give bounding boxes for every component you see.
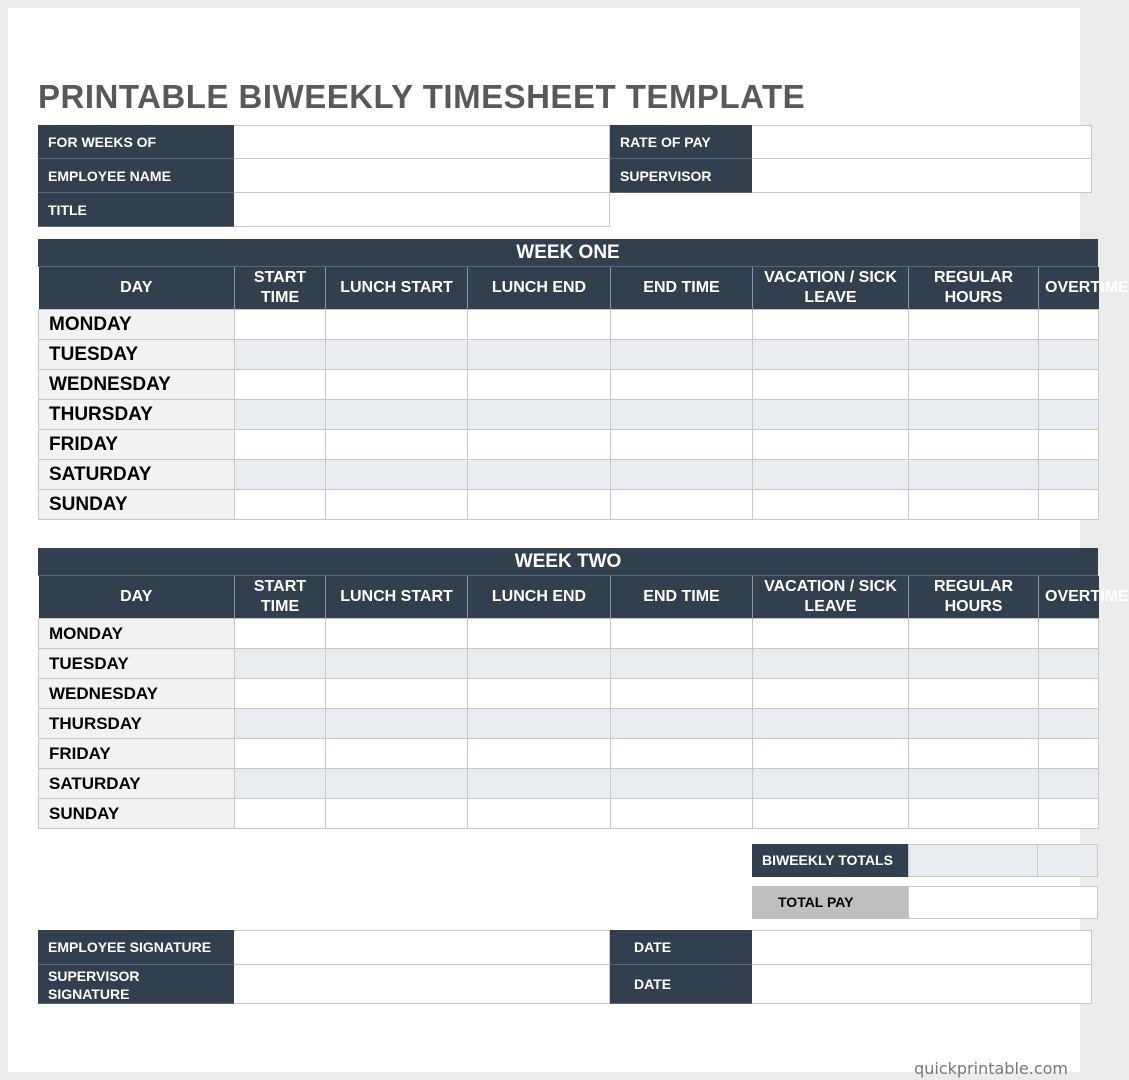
week-one-header-row	[39, 267, 1099, 310]
end-time-cell[interactable]	[611, 430, 753, 460]
regular-hours-cell[interactable]	[909, 799, 1039, 829]
lunch-end-cell[interactable]	[468, 739, 611, 769]
vacation-sick-leave-cell[interactable]	[753, 739, 909, 769]
vacation-sick-leave-cell[interactable]	[753, 490, 909, 520]
total-pay-label: TOTAL PAY	[752, 886, 908, 919]
timesheet-sheet	[8, 8, 1129, 1072]
start-time-cell[interactable]	[235, 799, 326, 829]
end-time-cell[interactable]	[611, 649, 753, 679]
day-label: THURSDAY	[39, 400, 235, 430]
week-two-row-friday	[39, 739, 1099, 769]
supervisor-field[interactable]	[752, 159, 1092, 193]
week-two-row-monday	[39, 619, 1099, 649]
col-day: DAY	[39, 576, 235, 619]
week-two-header-row	[39, 576, 1099, 619]
week-one-row-tuesday	[39, 340, 1099, 370]
start-time-cell[interactable]	[235, 310, 326, 340]
start-time-cell[interactable]	[235, 709, 326, 739]
col-regular-hours: REGULAR HOURS	[909, 267, 1039, 310]
regular-hours-cell[interactable]	[909, 490, 1039, 520]
lunch-start-cell[interactable]	[326, 679, 468, 709]
lunch-start-cell[interactable]	[326, 400, 468, 430]
col-end-time: END TIME	[611, 267, 753, 310]
overtime-cell[interactable]	[1039, 460, 1099, 490]
end-time-cell[interactable]	[611, 679, 753, 709]
start-time-cell[interactable]	[235, 649, 326, 679]
regular-hours-cell[interactable]	[909, 769, 1039, 799]
supervisor-date-field[interactable]	[752, 965, 1092, 1004]
vacation-sick-leave-cell[interactable]	[753, 679, 909, 709]
biweekly-totals-label: BIWEEKLY TOTALS	[752, 844, 908, 877]
lunch-end-cell[interactable]	[468, 709, 611, 739]
vacation-sick-leave-cell[interactable]	[753, 799, 909, 829]
day-label: TUESDAY	[39, 340, 235, 370]
overtime-cell[interactable]	[1039, 679, 1099, 709]
lunch-start-cell[interactable]	[326, 490, 468, 520]
end-time-cell[interactable]	[611, 340, 753, 370]
day-label: SUNDAY	[39, 799, 235, 829]
overtime-cell[interactable]	[1039, 400, 1099, 430]
day-label: SATURDAY	[39, 460, 235, 490]
overtime-cell[interactable]	[1039, 709, 1099, 739]
regular-hours-cell[interactable]	[909, 460, 1039, 490]
vacation-sick-leave-cell[interactable]	[753, 430, 909, 460]
end-time-cell[interactable]	[611, 310, 753, 340]
start-time-cell[interactable]	[235, 769, 326, 799]
overtime-cell[interactable]	[1039, 340, 1099, 370]
overtime-cell[interactable]	[1039, 619, 1099, 649]
week-two-row-tuesday	[39, 649, 1099, 679]
week-one-row-sunday	[39, 490, 1099, 520]
vacation-sick-leave-cell[interactable]	[753, 769, 909, 799]
biweekly-regular-hours-total[interactable]	[908, 844, 1038, 877]
end-time-cell[interactable]	[611, 400, 753, 430]
start-time-cell[interactable]	[235, 370, 326, 400]
week-one-row-monday	[39, 310, 1099, 340]
for-weeks-of-field[interactable]	[234, 125, 610, 159]
employee-signature-label: EMPLOYEE SIGNATURE	[38, 930, 234, 965]
lunch-end-cell[interactable]	[468, 679, 611, 709]
day-label: FRIDAY	[39, 739, 235, 769]
overtime-cell[interactable]	[1039, 370, 1099, 400]
col-lunch-start: LUNCH START	[326, 267, 468, 310]
col-regular-hours: REGULAR HOURS	[909, 576, 1039, 619]
total-pay-field[interactable]	[908, 886, 1098, 919]
overtime-cell[interactable]	[1039, 769, 1099, 799]
lunch-end-cell[interactable]	[468, 400, 611, 430]
lunch-start-cell[interactable]	[326, 340, 468, 370]
lunch-end-cell[interactable]	[468, 460, 611, 490]
end-time-cell[interactable]	[611, 799, 753, 829]
regular-hours-cell[interactable]	[909, 739, 1039, 769]
col-lunch-end: LUNCH END	[468, 267, 611, 310]
lunch-end-cell[interactable]	[468, 370, 611, 400]
regular-hours-cell[interactable]	[909, 430, 1039, 460]
week-one-row-wednesday	[39, 370, 1099, 400]
lunch-start-cell[interactable]	[326, 310, 468, 340]
col-lunch-start: LUNCH START	[326, 576, 468, 619]
lunch-end-cell[interactable]	[468, 799, 611, 829]
col-start-time: START TIME	[235, 267, 326, 310]
col-day: DAY	[39, 267, 235, 310]
page-title: PRINTABLE BIWEEKLY TIMESHEET TEMPLATE	[38, 78, 806, 115]
week-one-rows	[39, 310, 1099, 520]
regular-hours-cell[interactable]	[909, 310, 1039, 340]
day-label: WEDNESDAY	[39, 679, 235, 709]
week-two-row-sunday	[39, 799, 1099, 829]
start-time-cell[interactable]	[235, 619, 326, 649]
lunch-end-cell[interactable]	[468, 619, 611, 649]
employee-signature-field[interactable]	[234, 930, 610, 965]
employee-date-field[interactable]	[752, 930, 1092, 965]
lunch-start-cell[interactable]	[326, 370, 468, 400]
start-time-cell[interactable]	[235, 400, 326, 430]
lunch-start-cell[interactable]	[326, 619, 468, 649]
day-label: WEDNESDAY	[39, 370, 235, 400]
week-two-banner: WEEK TWO	[38, 548, 1098, 576]
overtime-cell[interactable]	[1039, 649, 1099, 679]
vacation-sick-leave-cell[interactable]	[753, 310, 909, 340]
vacation-sick-leave-cell[interactable]	[753, 619, 909, 649]
lunch-end-cell[interactable]	[468, 649, 611, 679]
col-start-time: START TIME	[235, 576, 326, 619]
rate-of-pay-field[interactable]	[752, 125, 1092, 159]
supervisor-signature-field[interactable]	[234, 965, 610, 1004]
day-label: FRIDAY	[39, 430, 235, 460]
week-one-table	[38, 239, 1129, 520]
end-time-cell[interactable]	[611, 619, 753, 649]
overtime-cell[interactable]	[1039, 430, 1099, 460]
week-two-row-saturday	[39, 769, 1099, 799]
supervisor-date-label: DATE	[610, 965, 752, 1004]
watermark: quickprintable.com	[914, 1059, 1068, 1078]
week-two-rows	[39, 619, 1099, 829]
week-one-row-friday	[39, 430, 1099, 460]
day-label: MONDAY	[39, 310, 235, 340]
lunch-start-cell[interactable]	[326, 709, 468, 739]
start-time-cell[interactable]	[235, 340, 326, 370]
for-weeks-of-label: FOR WEEKS OF	[38, 125, 234, 159]
week-one-row-saturday	[39, 460, 1099, 490]
week-two-table	[38, 548, 1129, 829]
day-label: MONDAY	[39, 619, 235, 649]
title-field[interactable]	[234, 193, 610, 227]
day-label: SUNDAY	[39, 490, 235, 520]
end-time-cell[interactable]	[611, 490, 753, 520]
overtime-cell[interactable]	[1039, 490, 1099, 520]
start-time-cell[interactable]	[235, 490, 326, 520]
vacation-sick-leave-cell[interactable]	[753, 340, 909, 370]
week-two-row-thursday	[39, 709, 1099, 739]
overtime-cell[interactable]	[1039, 739, 1099, 769]
vacation-sick-leave-cell[interactable]	[753, 400, 909, 430]
title-label: TITLE	[38, 193, 234, 227]
rate-of-pay-label: RATE OF PAY	[610, 125, 752, 159]
vacation-sick-leave-cell[interactable]	[753, 460, 909, 490]
lunch-end-cell[interactable]	[468, 340, 611, 370]
end-time-cell[interactable]	[611, 370, 753, 400]
lunch-end-cell[interactable]	[468, 490, 611, 520]
start-time-cell[interactable]	[235, 460, 326, 490]
regular-hours-cell[interactable]	[909, 619, 1039, 649]
employee-name-field[interactable]	[234, 159, 610, 193]
lunch-start-cell[interactable]	[326, 460, 468, 490]
lunch-start-cell[interactable]	[326, 739, 468, 769]
end-time-cell[interactable]	[611, 460, 753, 490]
regular-hours-cell[interactable]	[909, 649, 1039, 679]
overtime-cell[interactable]	[1039, 799, 1099, 829]
lunch-end-cell[interactable]	[468, 310, 611, 340]
regular-hours-cell[interactable]	[909, 709, 1039, 739]
start-time-cell[interactable]	[235, 679, 326, 709]
end-time-cell[interactable]	[611, 739, 753, 769]
day-label: THURSDAY	[39, 709, 235, 739]
start-time-cell[interactable]	[235, 739, 326, 769]
day-label: SATURDAY	[39, 769, 235, 799]
lunch-start-cell[interactable]	[326, 430, 468, 460]
col-end-time: END TIME	[611, 576, 753, 619]
week-two-row-wednesday	[39, 679, 1099, 709]
supervisor-label: SUPERVISOR	[610, 159, 752, 193]
week-one-banner: WEEK ONE	[38, 239, 1098, 267]
week-one-row-thursday	[39, 400, 1099, 430]
regular-hours-cell[interactable]	[909, 370, 1039, 400]
vacation-sick-leave-cell[interactable]	[753, 649, 909, 679]
employee-date-label: DATE	[610, 930, 752, 965]
lunch-start-cell[interactable]	[326, 799, 468, 829]
overtime-cell[interactable]	[1039, 310, 1099, 340]
lunch-end-cell[interactable]	[468, 769, 611, 799]
col-lunch-end: LUNCH END	[468, 576, 611, 619]
col-vacation-sick-leave: VACATION / SICK LEAVE	[753, 267, 909, 310]
biweekly-overtime-total[interactable]	[1038, 844, 1098, 877]
start-time-cell[interactable]	[235, 430, 326, 460]
vacation-sick-leave-cell[interactable]	[753, 709, 909, 739]
lunch-start-cell[interactable]	[326, 649, 468, 679]
regular-hours-cell[interactable]	[909, 400, 1039, 430]
vacation-sick-leave-cell[interactable]	[753, 370, 909, 400]
regular-hours-cell[interactable]	[909, 340, 1039, 370]
col-overtime: OVERTIME	[1039, 267, 1099, 310]
day-label: TUESDAY	[39, 649, 235, 679]
regular-hours-cell[interactable]	[909, 679, 1039, 709]
col-vacation-sick-leave: VACATION / SICK LEAVE	[753, 576, 909, 619]
lunch-end-cell[interactable]	[468, 430, 611, 460]
col-overtime: OVERTIME	[1039, 576, 1099, 619]
end-time-cell[interactable]	[611, 769, 753, 799]
lunch-start-cell[interactable]	[326, 769, 468, 799]
employee-name-label: EMPLOYEE NAME	[38, 159, 234, 193]
supervisor-signature-label: SUPERVISOR SIGNATURE	[38, 965, 234, 1004]
end-time-cell[interactable]	[611, 709, 753, 739]
